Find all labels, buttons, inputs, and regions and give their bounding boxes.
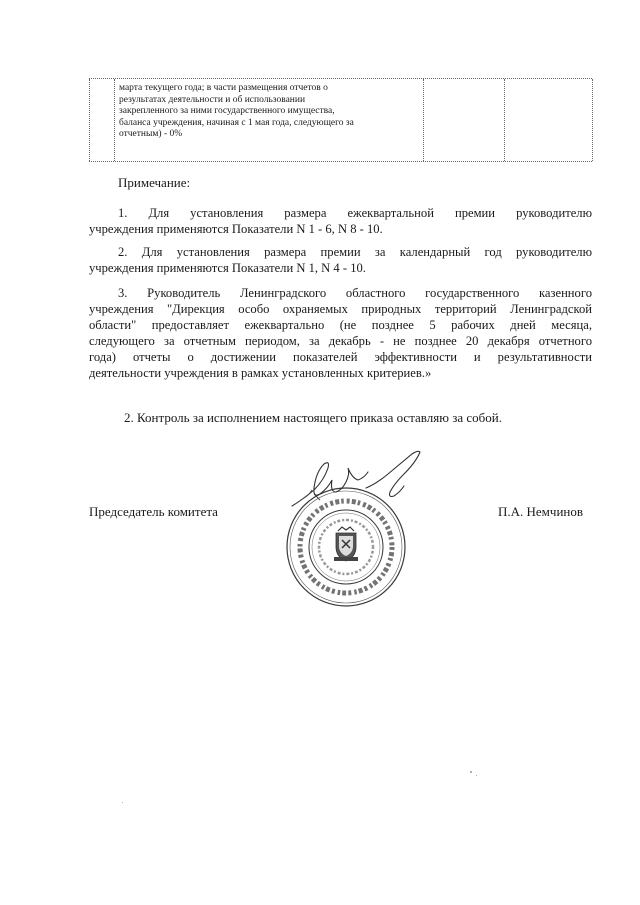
- paragraph-line: года) отчеты о достижении показателей эффективности и результативности: [89, 350, 592, 364]
- paragraph-line: учреждения применяются Показатели N 1, N 4 - 10.: [89, 261, 366, 275]
- signatory-position: Председатель комитета: [89, 504, 218, 519]
- table-cell-line: закрепленного за ними государственного имущества,: [119, 106, 335, 116]
- table-fragment: [89, 78, 592, 162]
- table-border: [592, 79, 593, 161]
- paragraph-line: 2. Для установления размера премии за календарный год руководителю: [118, 245, 592, 259]
- scan-speck: [122, 802, 123, 803]
- handwritten-signature-icon: [286, 448, 436, 518]
- note-item-3: [89, 285, 592, 381]
- scan-speck: [476, 775, 477, 776]
- table-cell-line: результатах деятельности и об использовании: [119, 94, 306, 105]
- table-border: [423, 79, 424, 161]
- paragraph-line: 3. Руководитель Ленинградского областного государственного казенного: [118, 286, 592, 300]
- paragraph-line: следующего за отчетным периодом, за декабрь - не позднее 20 декабря отчетного: [89, 334, 592, 348]
- table-border: [89, 79, 90, 161]
- table-cell-line: баланса учреждения, начиная с 1 мая года, следующего за: [119, 117, 354, 128]
- paragraph-line: 1. Для установления размера ежеквартальной премии руководителю: [118, 206, 592, 220]
- table-border: [504, 79, 505, 161]
- table-cell-line: отчетным) - 0%: [119, 129, 183, 139]
- note-item-1: [89, 205, 592, 237]
- paragraph-line: деятельности учреждения в рамках установленных критериев.»: [89, 366, 432, 380]
- note-title: Примечание:: [118, 175, 191, 190]
- paragraph-line: учреждения применяются Показатели N 1 - 6, N 8 - 10.: [89, 222, 383, 236]
- table-cell-text: [119, 83, 419, 141]
- scan-speck: [470, 771, 472, 773]
- control-clause: 2. Контроль за исполнением настоящего приказа оставляю за собой.: [124, 410, 502, 425]
- signatory-name: П.А. Немчинов: [498, 504, 584, 519]
- note-item-2: [89, 244, 592, 276]
- paragraph-line: учреждения "Дирекция особо охраняемых природных территорий Ленинградской: [89, 302, 592, 316]
- table-cell-line: марта текущего года; в части размещения отчетов о: [119, 83, 328, 93]
- paragraph-line: области" предоставляет ежеквартально (не позднее 5 рабочих дней месяца,: [89, 318, 592, 332]
- table-border: [114, 79, 115, 161]
